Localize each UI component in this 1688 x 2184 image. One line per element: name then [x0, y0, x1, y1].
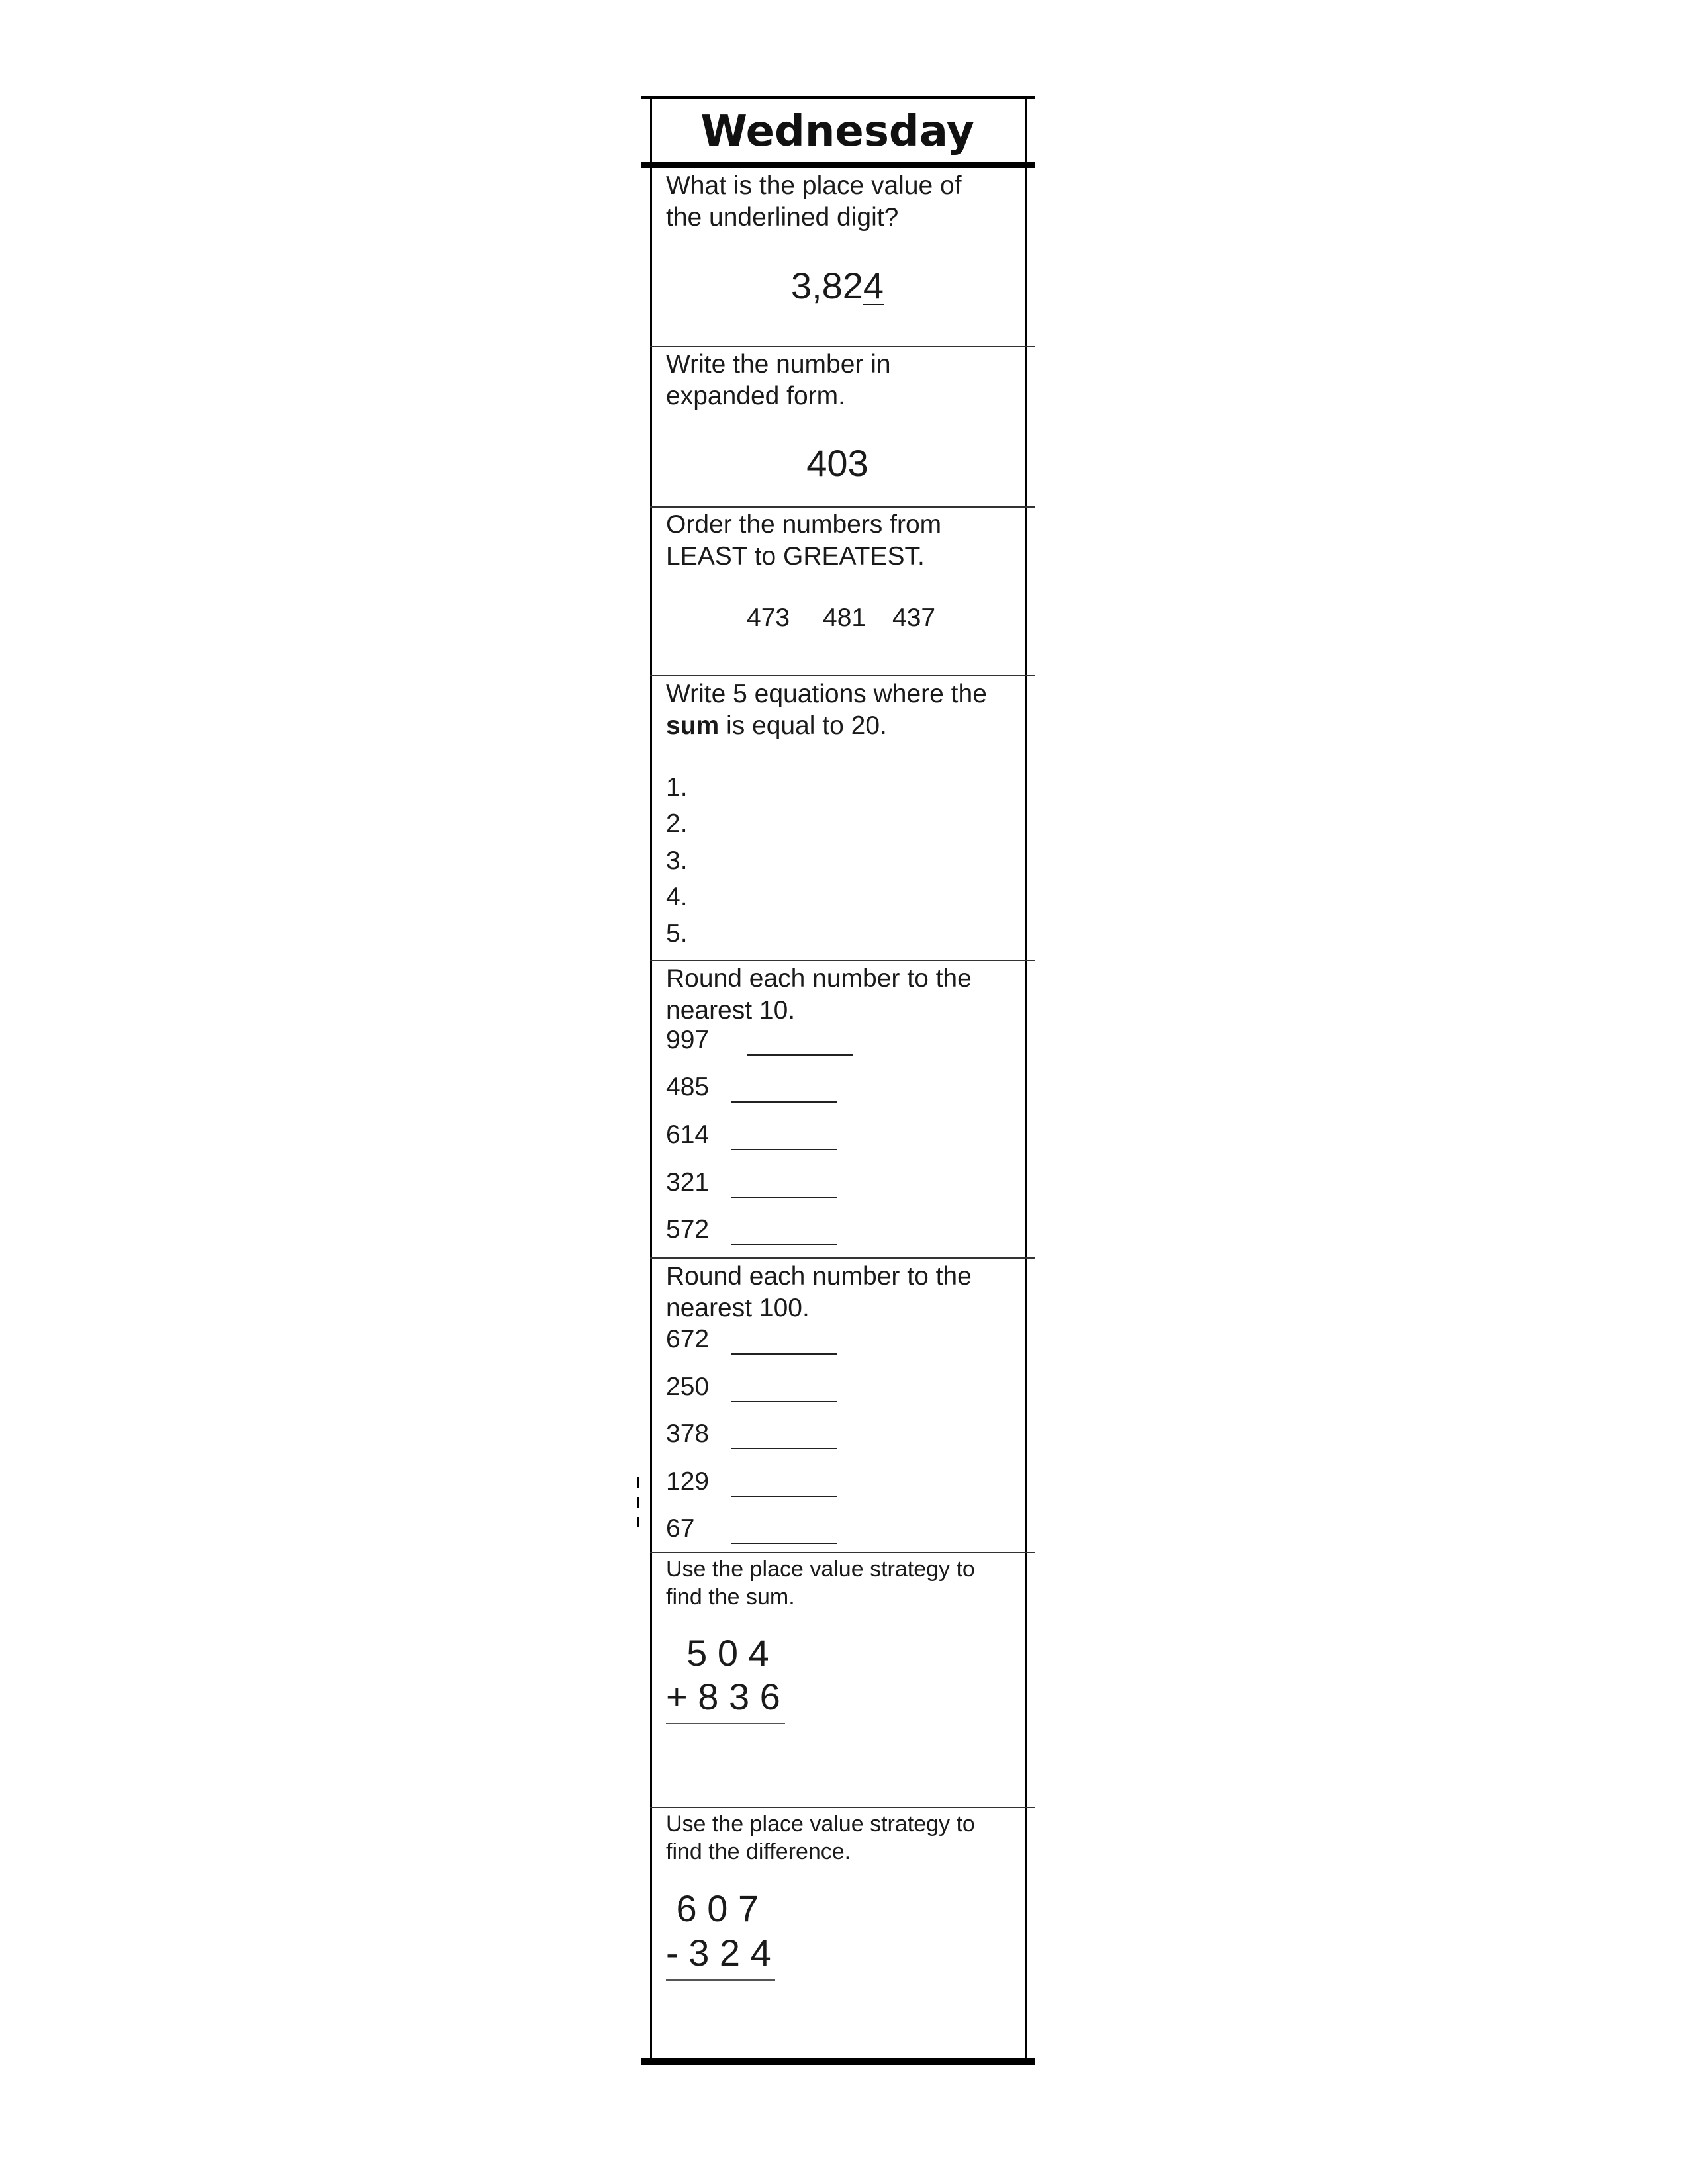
q4-prompt-line2 — [666, 710, 1020, 742]
q5-prompt-line2: nearest 10. — [666, 996, 796, 1024]
answer-blank — [731, 1401, 837, 1402]
cut-mark — [637, 1497, 639, 1508]
q4-item: 1. — [666, 773, 688, 801]
answer-blank — [731, 1244, 837, 1245]
q4-prompt — [666, 678, 1020, 742]
q7-prompt — [666, 1555, 1020, 1611]
q6-prompt — [666, 1261, 1020, 1324]
q5-number: 572 — [666, 1215, 710, 1244]
answer-blank — [731, 1101, 837, 1103]
q3-prompt-line2: LEAST to GREATEST. — [666, 542, 925, 570]
q7-addend-top: 5 0 4 — [666, 1632, 769, 1674]
q4-item: 4. — [666, 883, 688, 911]
q5-number: 321 — [666, 1168, 710, 1197]
q3-number: 473 — [747, 604, 790, 632]
q2-prompt-line2: expanded form. — [666, 382, 846, 410]
q6-number: 67 — [666, 1514, 695, 1543]
q6-number: 672 — [666, 1325, 710, 1353]
q4-bold-word: sum — [666, 711, 720, 740]
q2-prompt — [666, 349, 1020, 412]
q1-number — [650, 265, 1025, 307]
q6-number: 378 — [666, 1420, 710, 1448]
q1-prompt-line1: What is the place value of — [666, 171, 962, 200]
q8-prompt — [666, 1810, 1020, 1866]
q4-item: 2. — [666, 809, 688, 838]
q5-prompt-line1: Round each number to the — [666, 964, 972, 993]
right-border — [1025, 96, 1027, 2065]
q3-number: 437 — [892, 604, 936, 632]
q1-prompt-line2: the underlined digit? — [666, 203, 899, 232]
q8-subtrahend: - 3 2 4 — [666, 1932, 771, 1974]
q5-number: 485 — [666, 1073, 710, 1101]
answer-blank — [731, 1197, 837, 1198]
answer-blank — [731, 1496, 837, 1497]
q7-sum-line — [666, 1723, 785, 1724]
cut-mark — [637, 1477, 639, 1488]
divider — [650, 1807, 1035, 1808]
q2-prompt-line1: Write the number in — [666, 350, 891, 379]
q8-minuend: 6 0 7 — [666, 1888, 759, 1929]
q7-prompt-line2: find the sum. — [666, 1584, 795, 1610]
q5-prompt — [666, 963, 1020, 1026]
title-separator — [641, 162, 1035, 168]
day-title: Wednesday — [700, 107, 974, 156]
answer-blank — [731, 1149, 837, 1150]
q7-addend-bottom: + 8 3 6 — [666, 1676, 780, 1717]
q7-prompt-line1: Use the place value strategy to — [666, 1557, 975, 1582]
q6-number: 129 — [666, 1467, 710, 1496]
answer-blank — [747, 1054, 853, 1056]
q4-item: 5. — [666, 919, 688, 948]
q8-prompt-line1: Use the place value strategy to — [666, 1811, 975, 1837]
q5-number: 997 — [666, 1026, 710, 1054]
divider — [650, 1257, 1035, 1259]
q1-underlined-digit: 4 — [863, 265, 884, 306]
answer-blank — [731, 1353, 837, 1355]
divider — [650, 675, 1035, 676]
left-border — [650, 96, 652, 2065]
q3-prompt — [666, 509, 1020, 572]
q5-number: 614 — [666, 1120, 710, 1149]
divider — [650, 1552, 1035, 1553]
q4-item: 3. — [666, 846, 688, 875]
q6-number: 250 — [666, 1373, 710, 1401]
q1-prompt — [666, 170, 1020, 234]
divider — [650, 506, 1035, 508]
q3-number: 481 — [823, 604, 867, 632]
q6-prompt-line2: nearest 100. — [666, 1294, 810, 1322]
q4-prompt-rest: is equal to 20. — [719, 711, 887, 740]
q2-number: 403 — [806, 442, 868, 484]
q8-prompt-line2: find the difference. — [666, 1839, 851, 1864]
divider — [650, 960, 1035, 961]
divider — [650, 346, 1035, 347]
cut-mark — [637, 1517, 639, 1527]
answer-blank — [731, 1448, 837, 1449]
answer-blank — [731, 1543, 837, 1544]
q3-prompt-line1: Order the numbers from — [666, 510, 942, 539]
q6-prompt-line1: Round each number to the — [666, 1262, 972, 1291]
bottom-rule — [641, 2058, 1035, 2065]
q8-difference-line — [666, 1979, 775, 1981]
q4-prompt-line1: Write 5 equations where the — [666, 680, 987, 708]
wednesday-worksheet-column — [641, 96, 1035, 2065]
top-rule — [641, 96, 1035, 99]
q1-number-digits: 3,82 — [790, 265, 863, 306]
